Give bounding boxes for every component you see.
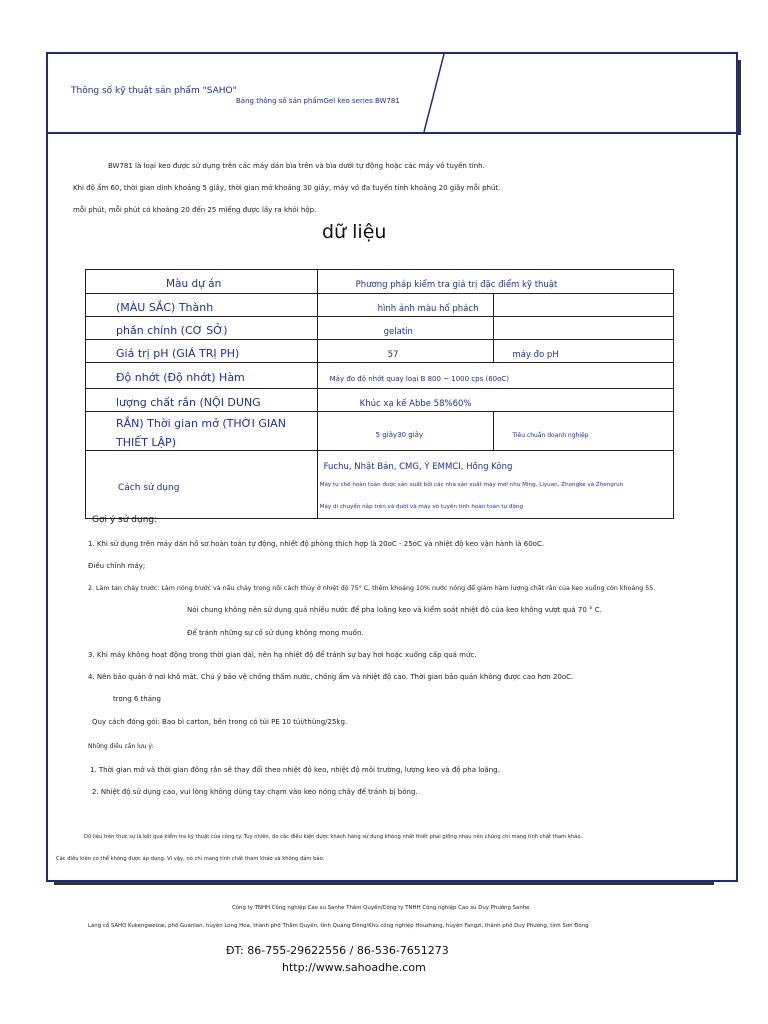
note-item-1: 1. Thời gian mở và thời gian đông rắn sẽ thay đổi theo nhiệt độ keo, nhiệt độ môi trường, lượng keo và độ pha loãng.	[90, 766, 500, 774]
suggestion-item-4b: trong 6 tháng	[113, 695, 161, 703]
table-row-label: lượng chất rắn (NỘI DUNG	[86, 389, 318, 412]
disclaimer-line-2: Các điều kiện có thể không được áp dụng. Vì vậy, nó chỉ mang tính chất tham khảo và không đảm bảo.	[56, 856, 325, 862]
spec-table	[85, 269, 674, 519]
table-header-project: Màu dự án	[86, 270, 318, 294]
usage-details	[317, 451, 673, 519]
header-subtitle: Bảng thông số sản phẩmGel keo series BW781	[236, 97, 400, 105]
suggestion-item-2b: Nói chung không nên sử dụng quá nhiều nước để pha loãng keo và kiểm soát nhiệt độ của keo không vượt quá 70 ° C.	[187, 606, 602, 614]
suggestion-adjust: Điều chỉnh máy;	[88, 562, 146, 570]
suggestion-item-2: 2. Làm tan chảy trước: Làm nóng trước và nấu chảy trong nồi cách thủy ở nhiệt độ 75° C, thêm khoảng 10% nước nóng để giảm hàm lượng chất rắn của keo xuống còn khoảng 55.	[88, 585, 656, 592]
table-row-value: Máy đo độ nhớt quay loại B 800 ~ 1000 cps (60oC)	[317, 363, 673, 389]
table-row-label: phần chính (CƠ SỞ)	[86, 317, 318, 340]
usage-line-3: Máy di chuyển nắp trên và dưới và máy vô tuyến tính hoàn toàn tự động	[319, 503, 523, 510]
suggestions-title: Gợi ý sử dụng:	[92, 515, 158, 525]
table-row-value: Khúc xạ kế Abbe 58%60%	[317, 389, 673, 412]
table-row-label: Giá trị pH (GIÁ TRỊ PH)	[86, 340, 318, 363]
frame-shadow	[54, 882, 714, 885]
intro-line-3: mỗi phút, mỗi phút có khoảng 20 đến 25 miếng được lấy ra khỏi hộp.	[73, 206, 317, 214]
suggestion-item-1: 1. Khi sử dụng trên máy dán hồ sơ hoàn toàn tự động, nhiệt độ phòng thích hợp là 20oC - 25oC và nhiệt độ keo vận hành là 60oC.	[88, 540, 545, 548]
table-row-note: máy đo pH	[494, 340, 674, 363]
usage-label: Cách sử dụng	[86, 451, 318, 519]
usage-line-2: Máy tự chế hoàn toàn được sản xuất bởi các nhà sản xuất máy mới như Ming, Liyuan, Zhongke và Zhengrun	[319, 481, 624, 488]
intro-line-1: BW781 là loại keo được sử dụng trên các máy dán bìa trên và bìa dưới tự động hoặc các máy vô tuyến tính.	[108, 162, 485, 170]
usage-line-1: Fuchu, Nhật Bản, CMG, Ý EMMCI, Hồng Kông	[323, 461, 513, 472]
suggestion-item-4: 4. Nên bảo quản ở nơi khô mát. Chú ý bảo vệ chống thấm nước, chống ẩm và nhiệt độ cao. Thời gian bảo quản không được cao hơn 20oC.	[88, 673, 574, 681]
footer-address: Làng cổ SAHO Kukengweizai, phố Guanlan, huyện Long Hoa, thành phố Thâm Quyến, tỉnh Quảng Đông/Khu công nghiệp Houzhang, huyện Fangzi, thành phố Duy Phường, tỉnh Sơn Đông	[88, 923, 589, 929]
section-title: dữ liệu	[322, 221, 387, 243]
table-header-method: Phương pháp kiểm tra giá trị đặc điểm kỹ thuật	[317, 270, 673, 294]
table-row-note: Tiêu chuẩn doanh nghiệp	[494, 412, 674, 451]
packaging-spec: Quy cách đóng gói: Bao bì carton, bên trong có túi PE 10 túi/thùng/25kg.	[92, 718, 348, 726]
note-item-2: 2. Nhiệt độ sử dụng cao, vui lòng không dùng tay chạm vào keo nóng chảy để tránh bị bỏng.	[92, 788, 418, 796]
notes-title: Những điều cần lưu ý:	[88, 743, 154, 750]
intro-line-2: Khi độ ẩm 60, thời gian dính khoảng 5 giây, thời gian mở khoảng 30 giây, máy vỏ đa tuyến tính khoảng 20 giây mỗi phút.	[73, 184, 501, 192]
suggestion-item-3: 3. Khi máy không hoạt động trong thời gian dài, nên hạ nhiệt độ để tránh sự bay hơi hoặc xuống cấp quá mức.	[88, 651, 477, 659]
table-row-label: RẮN) Thời gian mở (THỜI GIAN THIẾT LẬP)	[86, 412, 318, 451]
table-row-label: (MÀU SẮC) Thành	[86, 294, 318, 317]
disclaimer-line-1: Dữ liệu trên thực sự là kết quả kiểm tra kỹ thuật của công ty. Tuy nhiên, do các điều kiện được khách hàng sử dụng không nhất thiết phải giống nhau nên chúng chỉ mang tính chất tham khảo.	[84, 834, 583, 840]
table-row-value: hình ảnh màu hổ phách	[317, 294, 494, 317]
table-row-note	[494, 317, 674, 340]
table-row-note	[494, 294, 674, 317]
table-row-value: 5 giây30 giây	[317, 412, 494, 451]
header-title: Thông số kỹ thuật sản phẩm "SAHO"	[71, 86, 237, 96]
header-slash	[0, 0, 768, 140]
suggestion-item-2c: Để tránh những sự cố sử dụng không mong muốn.	[187, 629, 364, 637]
table-row-value: gelatin	[317, 317, 494, 340]
footer-website[interactable]: http://www.sahoadhe.com	[282, 961, 426, 974]
footer-company: Công ty TNHH Công nghiệp Cao su Sanhe Thâm Quyến/Công ty TNHH Công nghiệp Cao su Duy Phường Sanhe	[232, 905, 530, 911]
table-row-label: Độ nhớt (Độ nhớt) Hàm	[86, 363, 318, 389]
table-row-value: 57	[317, 340, 494, 363]
footer-phone: ĐT: 86-755-29622556 / 86-536-7651273	[226, 944, 449, 957]
